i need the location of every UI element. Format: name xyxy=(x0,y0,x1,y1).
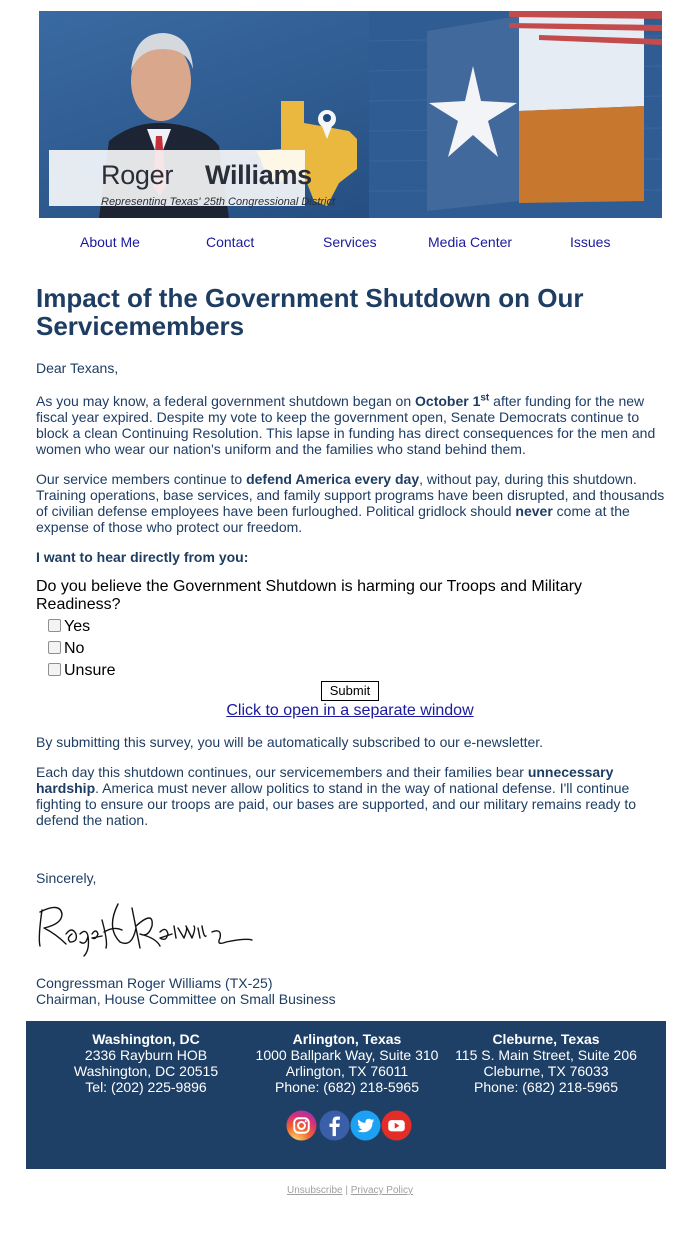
nav-media-center[interactable]: Media Center xyxy=(428,234,513,250)
paragraph-hardship xyxy=(36,764,668,828)
p2-text-a: Our service members continue to xyxy=(36,471,247,487)
p2-never: never xyxy=(515,503,553,519)
banner-last-name: Williams xyxy=(205,160,312,190)
banner-first-name: Roger xyxy=(101,160,174,190)
unsubscribe-link[interactable]: Unsubscribe xyxy=(286,1185,343,1196)
p3-text-a: Each day this shutdown continues, our servicemembers and their families bear xyxy=(36,764,528,780)
instagram-icon[interactable] xyxy=(286,1110,317,1141)
office-city: Washington, DC xyxy=(92,1031,200,1047)
p1-text-b: after funding for the new fiscal year expired. Despite my vote to keep the government open, Senate Democrats continue to block a clean Continuing Resolution. This lapse in funding has direct consequences for the men and women who wear our nation's uniform and the families who stand behind them. xyxy=(36,393,656,457)
checkbox-yes[interactable] xyxy=(48,619,61,632)
office-city: Cleburne, Texas xyxy=(492,1031,600,1047)
top-nav xyxy=(0,234,700,254)
footer-legal-links xyxy=(0,1185,700,1196)
paragraph-service-members xyxy=(36,471,668,535)
submit-button[interactable]: Submit xyxy=(321,681,379,701)
p2-bold: defend America every day xyxy=(246,471,420,487)
twitter-icon[interactable] xyxy=(350,1110,381,1141)
office-phone: Tel: (202) 225-9896 xyxy=(85,1079,207,1095)
option-unsure[interactable] xyxy=(48,662,116,680)
p3-text-b: . America must never allow politics to stand in the way of national defense. I'll continue fighting to ensure our troops are paid, our bases are supported, and our military remains ready to defend the nation. xyxy=(36,780,636,828)
option-unsure-label: Unsure xyxy=(64,662,116,679)
signatory-title: Chairman, House Committee on Small Business xyxy=(36,991,336,1007)
option-no[interactable] xyxy=(48,640,84,658)
office-arlington xyxy=(247,1031,447,1095)
nav-about-me[interactable]: About Me xyxy=(80,234,140,250)
office-address-line2: Washington, DC 20515 xyxy=(73,1063,219,1079)
office-address-line2: Arlington, TX 76011 xyxy=(285,1063,409,1079)
office-address-line1: 115 S. Main Street, Suite 206 xyxy=(455,1047,637,1063)
youtube-icon[interactable] xyxy=(381,1110,412,1141)
p2-text-b: , without pay, during this shutdown. Training operations, base services, and family support programs have been disrupted, and thousands of civilian defense employees have been furloughed. Political gridlock should xyxy=(36,471,665,519)
survey-question: Do you believe the Government Shutdown is harming our Troops and Military Readiness? xyxy=(36,578,583,613)
checkbox-unsure[interactable] xyxy=(48,663,61,676)
greeting: Dear Texans, xyxy=(36,360,119,376)
hear-heading: I want to hear directly from you: xyxy=(36,549,249,565)
option-no-label: No xyxy=(64,640,85,657)
office-cleburne xyxy=(446,1031,646,1095)
legal-separator: | xyxy=(345,1185,348,1196)
facebook-icon[interactable] xyxy=(319,1110,350,1141)
nav-contact[interactable]: Contact xyxy=(206,234,255,250)
banner-subtitle: Representing Texas' 25th Congressional District xyxy=(101,196,336,208)
office-phone: Phone: (682) 218-5965 xyxy=(275,1079,419,1095)
option-yes[interactable] xyxy=(48,618,90,636)
option-yes-label: Yes xyxy=(64,618,91,635)
checkbox-no[interactable] xyxy=(48,641,61,654)
p1-date-suffix: st xyxy=(480,392,490,404)
p3-bold: unnecessary hardship xyxy=(36,764,614,796)
office-phone: Phone: (682) 218-5965 xyxy=(474,1079,618,1095)
paragraph-shutdown xyxy=(36,393,668,457)
signature-image xyxy=(36,898,258,958)
open-separate-window-link[interactable]: Click to open in a separate window xyxy=(226,702,474,719)
office-address-line1: 2336 Rayburn HOB xyxy=(84,1047,208,1063)
header-banner xyxy=(39,11,662,218)
nav-services[interactable]: Services xyxy=(323,234,377,250)
office-address-line2: Cleburne, TX 76033 xyxy=(483,1063,609,1079)
p1-text-a: As you may know, a federal government shutdown began on xyxy=(36,393,416,409)
office-address-line1: 1000 Ballpark Way, Suite 310 xyxy=(255,1047,439,1063)
sincerely: Sincerely, xyxy=(36,870,97,886)
office-city: Arlington, Texas xyxy=(292,1031,402,1047)
subscribe-note: By submitting this survey, you will be automatically subscribed to our e-newsletter. xyxy=(36,734,544,750)
page-title: Impact of the Government Shutdown on Our Servicemembers xyxy=(36,283,584,341)
signatory-name: Congressman Roger Williams (TX-25) xyxy=(36,975,273,991)
footer-offices xyxy=(26,1021,666,1169)
nav-issues[interactable]: Issues xyxy=(570,234,611,250)
office-washington xyxy=(46,1031,246,1095)
p2-text-c: come at the expense of those who protect our freedom. xyxy=(36,503,630,535)
p1-date: October 1 xyxy=(415,393,481,409)
privacy-policy-link[interactable]: Privacy Policy xyxy=(350,1185,413,1196)
